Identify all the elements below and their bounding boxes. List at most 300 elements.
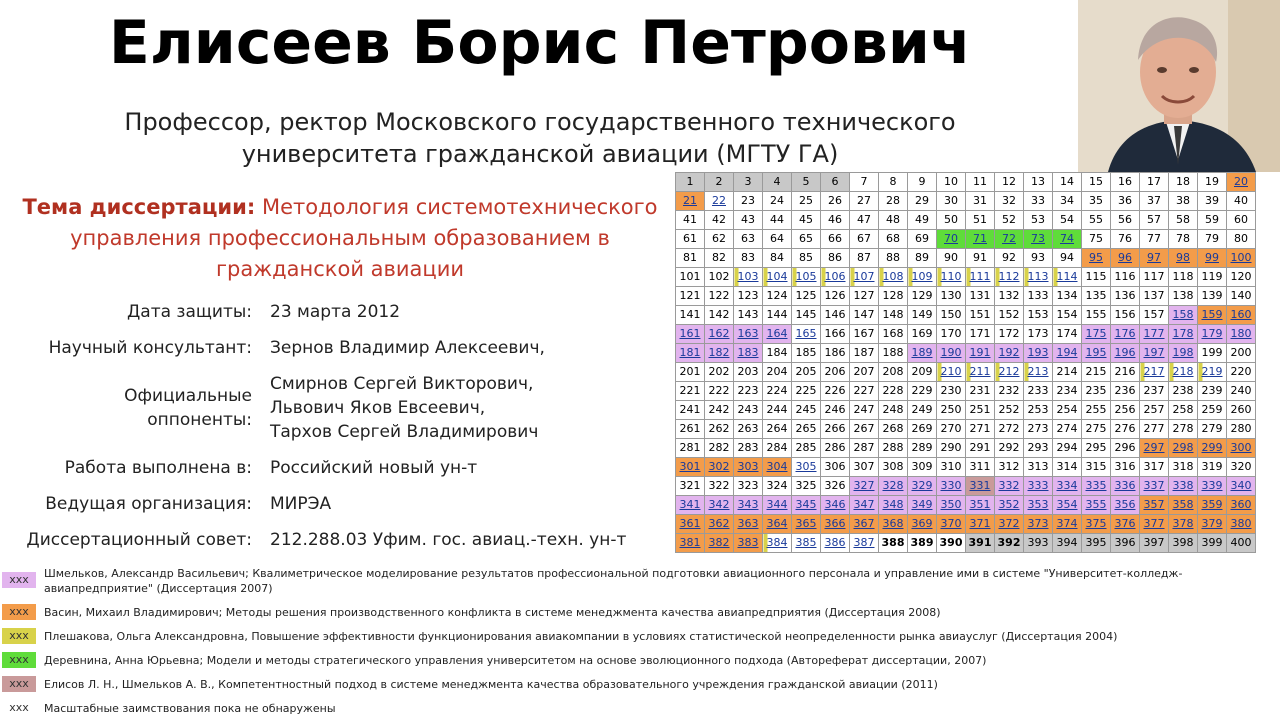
page-cell-195[interactable]: 195 [1082,344,1111,363]
page-cell-54[interactable]: 54 [1053,211,1082,230]
page-cell-171[interactable]: 171 [966,325,995,344]
page-cell-64[interactable]: 64 [763,230,792,249]
page-cell-383[interactable]: 383 [734,534,763,553]
page-cell-328[interactable]: 328 [879,477,908,496]
page-cell-129[interactable]: 129 [908,287,937,306]
page-cell-2[interactable]: 2 [705,173,734,192]
page-cell-390[interactable]: 390 [937,534,966,553]
page-cell-266[interactable]: 266 [821,420,850,439]
page-cell-363[interactable]: 363 [734,515,763,534]
page-cell-206[interactable]: 206 [821,363,850,382]
page-cell-52[interactable]: 52 [995,211,1024,230]
page-cell-29[interactable]: 29 [908,192,937,211]
page-cell-161[interactable]: 161 [676,325,705,344]
page-cell-85[interactable]: 85 [792,249,821,268]
page-cell-290[interactable]: 290 [937,439,966,458]
page-cell-356[interactable]: 356 [1111,496,1140,515]
page-cell-194[interactable]: 194 [1053,344,1082,363]
page-cell-308[interactable]: 308 [879,458,908,477]
page-cell-358[interactable]: 358 [1169,496,1198,515]
page-cell-55[interactable]: 55 [1082,211,1111,230]
page-cell-149[interactable]: 149 [908,306,937,325]
page-cell-150[interactable]: 150 [937,306,966,325]
page-cell-372[interactable]: 372 [995,515,1024,534]
page-cell-37[interactable]: 37 [1140,192,1169,211]
page-cell-31[interactable]: 31 [966,192,995,211]
page-cell-388[interactable]: 388 [879,534,908,553]
page-cell-398[interactable]: 398 [1169,534,1198,553]
page-cell-214[interactable]: 214 [1053,363,1082,382]
page-cell-11[interactable]: 11 [966,173,995,192]
page-cell-120[interactable]: 120 [1227,268,1256,287]
page-cell-190[interactable]: 190 [937,344,966,363]
page-cell-121[interactable]: 121 [676,287,705,306]
page-cell-334[interactable]: 334 [1053,477,1082,496]
page-cell-102[interactable]: 102 [705,268,734,287]
page-cell-109[interactable]: 109 [908,268,937,287]
page-cell-289[interactable]: 289 [908,439,937,458]
page-cell-91[interactable]: 91 [966,249,995,268]
page-cell-10[interactable]: 10 [937,173,966,192]
page-cell-355[interactable]: 355 [1082,496,1111,515]
page-cell-156[interactable]: 156 [1111,306,1140,325]
page-cell-312[interactable]: 312 [995,458,1024,477]
page-cell-400[interactable]: 400 [1227,534,1256,553]
page-cell-268[interactable]: 268 [879,420,908,439]
page-cell-26[interactable]: 26 [821,192,850,211]
page-cell-100[interactable]: 100 [1227,249,1256,268]
page-cell-252[interactable]: 252 [995,401,1024,420]
page-cell-186[interactable]: 186 [821,344,850,363]
page-cell-292[interactable]: 292 [995,439,1024,458]
page-cell-395[interactable]: 395 [1082,534,1111,553]
page-cell-265[interactable]: 265 [792,420,821,439]
page-cell-385[interactable]: 385 [792,534,821,553]
page-cell-24[interactable]: 24 [763,192,792,211]
page-cell-325[interactable]: 325 [792,477,821,496]
page-cell-143[interactable]: 143 [734,306,763,325]
page-cell-280[interactable]: 280 [1227,420,1256,439]
page-cell-240[interactable]: 240 [1227,382,1256,401]
page-cell-35[interactable]: 35 [1082,192,1111,211]
page-cell-303[interactable]: 303 [734,458,763,477]
page-cell-344[interactable]: 344 [763,496,792,515]
page-cell-340[interactable]: 340 [1227,477,1256,496]
page-cell-375[interactable]: 375 [1082,515,1111,534]
page-cell-134[interactable]: 134 [1053,287,1082,306]
page-cell-370[interactable]: 370 [937,515,966,534]
page-cell-279[interactable]: 279 [1198,420,1227,439]
page-cell-97[interactable]: 97 [1140,249,1169,268]
page-cell-242[interactable]: 242 [705,401,734,420]
page-cell-299[interactable]: 299 [1198,439,1227,458]
page-cell-50[interactable]: 50 [937,211,966,230]
page-cell-309[interactable]: 309 [908,458,937,477]
page-cell-284[interactable]: 284 [763,439,792,458]
page-cell-271[interactable]: 271 [966,420,995,439]
page-cell-360[interactable]: 360 [1227,496,1256,515]
page-cell-117[interactable]: 117 [1140,268,1169,287]
page-cell-174[interactable]: 174 [1053,325,1082,344]
page-cell-153[interactable]: 153 [1024,306,1053,325]
page-cell-341[interactable]: 341 [676,496,705,515]
page-cell-111[interactable]: 111 [966,268,995,287]
page-cell-313[interactable]: 313 [1024,458,1053,477]
page-cell-324[interactable]: 324 [763,477,792,496]
page-cell-329[interactable]: 329 [908,477,937,496]
page-cell-362[interactable]: 362 [705,515,734,534]
page-cell-33[interactable]: 33 [1024,192,1053,211]
page-cell-13[interactable]: 13 [1024,173,1053,192]
page-cell-333[interactable]: 333 [1024,477,1053,496]
page-cell-320[interactable]: 320 [1227,458,1256,477]
page-cell-357[interactable]: 357 [1140,496,1169,515]
page-cell-44[interactable]: 44 [763,211,792,230]
page-cell-168[interactable]: 168 [879,325,908,344]
page-cell-365[interactable]: 365 [792,515,821,534]
page-cell-337[interactable]: 337 [1140,477,1169,496]
page-cell-74[interactable]: 74 [1053,230,1082,249]
page-cell-47[interactable]: 47 [850,211,879,230]
page-cell-179[interactable]: 179 [1198,325,1227,344]
page-cell-28[interactable]: 28 [879,192,908,211]
page-cell-192[interactable]: 192 [995,344,1024,363]
page-cell-215[interactable]: 215 [1082,363,1111,382]
page-cell-310[interactable]: 310 [937,458,966,477]
page-cell-40[interactable]: 40 [1227,192,1256,211]
page-cell-219[interactable]: 219 [1198,363,1227,382]
page-cell-244[interactable]: 244 [763,401,792,420]
page-cell-90[interactable]: 90 [937,249,966,268]
page-cell-19[interactable]: 19 [1198,173,1227,192]
page-cell-108[interactable]: 108 [879,268,908,287]
page-cell-3[interactable]: 3 [734,173,763,192]
page-cell-72[interactable]: 72 [995,230,1024,249]
page-cell-229[interactable]: 229 [908,382,937,401]
page-cell-338[interactable]: 338 [1169,477,1198,496]
page-cell-177[interactable]: 177 [1140,325,1169,344]
page-cell-304[interactable]: 304 [763,458,792,477]
page-cell-253[interactable]: 253 [1024,401,1053,420]
page-cell-247[interactable]: 247 [850,401,879,420]
page-cell-96[interactable]: 96 [1111,249,1140,268]
page-cell-7[interactable]: 7 [850,173,879,192]
page-cell-93[interactable]: 93 [1024,249,1053,268]
page-cell-295[interactable]: 295 [1082,439,1111,458]
page-cell-56[interactable]: 56 [1111,211,1140,230]
page-cell-376[interactable]: 376 [1111,515,1140,534]
page-cell-140[interactable]: 140 [1227,287,1256,306]
page-cell-148[interactable]: 148 [879,306,908,325]
page-cell-239[interactable]: 239 [1198,382,1227,401]
page-cell-221[interactable]: 221 [676,382,705,401]
page-cell-89[interactable]: 89 [908,249,937,268]
page-cell-116[interactable]: 116 [1111,268,1140,287]
page-cell-234[interactable]: 234 [1053,382,1082,401]
page-cell-258[interactable]: 258 [1169,401,1198,420]
page-cell-241[interactable]: 241 [676,401,705,420]
page-cell-387[interactable]: 387 [850,534,879,553]
page-cell-201[interactable]: 201 [676,363,705,382]
page-cell-384[interactable]: 384 [763,534,792,553]
page-cell-230[interactable]: 230 [937,382,966,401]
page-cell-81[interactable]: 81 [676,249,705,268]
page-cell-105[interactable]: 105 [792,268,821,287]
page-cell-118[interactable]: 118 [1169,268,1198,287]
page-cell-259[interactable]: 259 [1198,401,1227,420]
page-cell-353[interactable]: 353 [1024,496,1053,515]
page-cell-104[interactable]: 104 [763,268,792,287]
page-cell-193[interactable]: 193 [1024,344,1053,363]
page-cell-368[interactable]: 368 [879,515,908,534]
page-cell-27[interactable]: 27 [850,192,879,211]
page-cell-48[interactable]: 48 [879,211,908,230]
page-cell-191[interactable]: 191 [966,344,995,363]
page-cell-127[interactable]: 127 [850,287,879,306]
page-cell-389[interactable]: 389 [908,534,937,553]
page-cell-45[interactable]: 45 [792,211,821,230]
page-cell-222[interactable]: 222 [705,382,734,401]
page-cell-386[interactable]: 386 [821,534,850,553]
page-cell-343[interactable]: 343 [734,496,763,515]
page-cell-347[interactable]: 347 [850,496,879,515]
page-cell-164[interactable]: 164 [763,325,792,344]
page-cell-294[interactable]: 294 [1053,439,1082,458]
page-cell-46[interactable]: 46 [821,211,850,230]
page-cell-130[interactable]: 130 [937,287,966,306]
page-cell-276[interactable]: 276 [1111,420,1140,439]
page-cell-115[interactable]: 115 [1082,268,1111,287]
page-cell-225[interactable]: 225 [792,382,821,401]
page-cell-138[interactable]: 138 [1169,287,1198,306]
page-cell-237[interactable]: 237 [1140,382,1169,401]
page-cell-101[interactable]: 101 [676,268,705,287]
page-cell-63[interactable]: 63 [734,230,763,249]
page-cell-151[interactable]: 151 [966,306,995,325]
page-cell-175[interactable]: 175 [1082,325,1111,344]
page-cell-181[interactable]: 181 [676,344,705,363]
page-cell-103[interactable]: 103 [734,268,763,287]
page-cell-264[interactable]: 264 [763,420,792,439]
page-cell-249[interactable]: 249 [908,401,937,420]
page-cell-263[interactable]: 263 [734,420,763,439]
page-cell-348[interactable]: 348 [879,496,908,515]
page-cell-354[interactable]: 354 [1053,496,1082,515]
page-cell-270[interactable]: 270 [937,420,966,439]
page-cell-256[interactable]: 256 [1111,401,1140,420]
page-cell-49[interactable]: 49 [908,211,937,230]
page-cell-213[interactable]: 213 [1024,363,1053,382]
page-cell-53[interactable]: 53 [1024,211,1053,230]
page-cell-173[interactable]: 173 [1024,325,1053,344]
page-cell-152[interactable]: 152 [995,306,1024,325]
page-cell-182[interactable]: 182 [705,344,734,363]
page-cell-146[interactable]: 146 [821,306,850,325]
page-cell-131[interactable]: 131 [966,287,995,306]
page-cell-169[interactable]: 169 [908,325,937,344]
page-cell-8[interactable]: 8 [879,173,908,192]
page-cell-98[interactable]: 98 [1169,249,1198,268]
page-cell-18[interactable]: 18 [1169,173,1198,192]
page-cell-254[interactable]: 254 [1053,401,1082,420]
page-cell-9[interactable]: 9 [908,173,937,192]
page-cell-228[interactable]: 228 [879,382,908,401]
page-cell-243[interactable]: 243 [734,401,763,420]
page-cell-155[interactable]: 155 [1082,306,1111,325]
page-cell-236[interactable]: 236 [1111,382,1140,401]
page-cell-275[interactable]: 275 [1082,420,1111,439]
page-cell-352[interactable]: 352 [995,496,1024,515]
page-cell-14[interactable]: 14 [1053,173,1082,192]
page-cell-350[interactable]: 350 [937,496,966,515]
page-cell-291[interactable]: 291 [966,439,995,458]
page-cell-25[interactable]: 25 [792,192,821,211]
page-cell-157[interactable]: 157 [1140,306,1169,325]
page-cell-359[interactable]: 359 [1198,496,1227,515]
page-cell-231[interactable]: 231 [966,382,995,401]
page-cell-80[interactable]: 80 [1227,230,1256,249]
page-cell-216[interactable]: 216 [1111,363,1140,382]
page-cell-70[interactable]: 70 [937,230,966,249]
page-cell-330[interactable]: 330 [937,477,966,496]
page-cell-397[interactable]: 397 [1140,534,1169,553]
page-cell-73[interactable]: 73 [1024,230,1053,249]
page-cell-41[interactable]: 41 [676,211,705,230]
page-cell-285[interactable]: 285 [792,439,821,458]
page-cell-122[interactable]: 122 [705,287,734,306]
page-cell-197[interactable]: 197 [1140,344,1169,363]
page-cell-220[interactable]: 220 [1227,363,1256,382]
page-cell-267[interactable]: 267 [850,420,879,439]
page-cell-321[interactable]: 321 [676,477,705,496]
page-cell-159[interactable]: 159 [1198,306,1227,325]
page-cell-77[interactable]: 77 [1140,230,1169,249]
page-cell-123[interactable]: 123 [734,287,763,306]
page-cell-262[interactable]: 262 [705,420,734,439]
page-cell-319[interactable]: 319 [1198,458,1227,477]
page-cell-204[interactable]: 204 [763,363,792,382]
page-cell-84[interactable]: 84 [763,249,792,268]
page-cell-336[interactable]: 336 [1111,477,1140,496]
page-cell-393[interactable]: 393 [1024,534,1053,553]
page-cell-61[interactable]: 61 [676,230,705,249]
page-cell-165[interactable]: 165 [792,325,821,344]
page-cell-180[interactable]: 180 [1227,325,1256,344]
page-cell-125[interactable]: 125 [792,287,821,306]
page-cell-133[interactable]: 133 [1024,287,1053,306]
page-cell-36[interactable]: 36 [1111,192,1140,211]
page-cell-335[interactable]: 335 [1082,477,1111,496]
page-cell-301[interactable]: 301 [676,458,705,477]
page-cell-99[interactable]: 99 [1198,249,1227,268]
page-cell-178[interactable]: 178 [1169,325,1198,344]
page-cell-331[interactable]: 331 [966,477,995,496]
page-cell-288[interactable]: 288 [879,439,908,458]
page-cell-57[interactable]: 57 [1140,211,1169,230]
page-cell-88[interactable]: 88 [879,249,908,268]
page-cell-58[interactable]: 58 [1169,211,1198,230]
page-cell-126[interactable]: 126 [821,287,850,306]
page-cell-20[interactable]: 20 [1227,173,1256,192]
page-cell-391[interactable]: 391 [966,534,995,553]
page-cell-145[interactable]: 145 [792,306,821,325]
page-cell-261[interactable]: 261 [676,420,705,439]
page-cell-196[interactable]: 196 [1111,344,1140,363]
page-cell-238[interactable]: 238 [1169,382,1198,401]
page-cell-293[interactable]: 293 [1024,439,1053,458]
page-cell-366[interactable]: 366 [821,515,850,534]
page-cell-380[interactable]: 380 [1227,515,1256,534]
page-cell-21[interactable]: 21 [676,192,705,211]
page-cell-346[interactable]: 346 [821,496,850,515]
page-cell-60[interactable]: 60 [1227,211,1256,230]
page-cell-136[interactable]: 136 [1111,287,1140,306]
page-cell-250[interactable]: 250 [937,401,966,420]
page-cell-212[interactable]: 212 [995,363,1024,382]
page-cell-185[interactable]: 185 [792,344,821,363]
page-cell-224[interactable]: 224 [763,382,792,401]
page-cell-107[interactable]: 107 [850,268,879,287]
page-cell-79[interactable]: 79 [1198,230,1227,249]
page-cell-316[interactable]: 316 [1111,458,1140,477]
page-cell-217[interactable]: 217 [1140,363,1169,382]
page-cell-65[interactable]: 65 [792,230,821,249]
page-cell-176[interactable]: 176 [1111,325,1140,344]
page-cell-128[interactable]: 128 [879,287,908,306]
page-cell-218[interactable]: 218 [1169,363,1198,382]
page-cell-202[interactable]: 202 [705,363,734,382]
page-cell-16[interactable]: 16 [1111,173,1140,192]
page-cell-351[interactable]: 351 [966,496,995,515]
page-cell-86[interactable]: 86 [821,249,850,268]
page-cell-326[interactable]: 326 [821,477,850,496]
page-cell-297[interactable]: 297 [1140,439,1169,458]
page-cell-144[interactable]: 144 [763,306,792,325]
page-cell-59[interactable]: 59 [1198,211,1227,230]
page-cell-94[interactable]: 94 [1053,249,1082,268]
page-cell-369[interactable]: 369 [908,515,937,534]
page-cell-12[interactable]: 12 [995,173,1024,192]
page-cell-300[interactable]: 300 [1227,439,1256,458]
page-cell-200[interactable]: 200 [1227,344,1256,363]
page-cell-208[interactable]: 208 [879,363,908,382]
page-cell-137[interactable]: 137 [1140,287,1169,306]
page-cell-322[interactable]: 322 [705,477,734,496]
page-cell-114[interactable]: 114 [1053,268,1082,287]
page-cell-305[interactable]: 305 [792,458,821,477]
page-cell-396[interactable]: 396 [1111,534,1140,553]
page-cell-381[interactable]: 381 [676,534,705,553]
page-cell-15[interactable]: 15 [1082,173,1111,192]
page-cell-142[interactable]: 142 [705,306,734,325]
page-cell-17[interactable]: 17 [1140,173,1169,192]
page-cell-34[interactable]: 34 [1053,192,1082,211]
page-cell-371[interactable]: 371 [966,515,995,534]
page-cell-62[interactable]: 62 [705,230,734,249]
page-cell-273[interactable]: 273 [1024,420,1053,439]
page-cell-184[interactable]: 184 [763,344,792,363]
page-cell-399[interactable]: 399 [1198,534,1227,553]
page-cell-67[interactable]: 67 [850,230,879,249]
page-cell-327[interactable]: 327 [850,477,879,496]
page-cell-339[interactable]: 339 [1198,477,1227,496]
page-cell-106[interactable]: 106 [821,268,850,287]
page-cell-298[interactable]: 298 [1169,439,1198,458]
page-cell-232[interactable]: 232 [995,382,1024,401]
page-cell-66[interactable]: 66 [821,230,850,249]
page-cell-379[interactable]: 379 [1198,515,1227,534]
page-cell-158[interactable]: 158 [1169,306,1198,325]
